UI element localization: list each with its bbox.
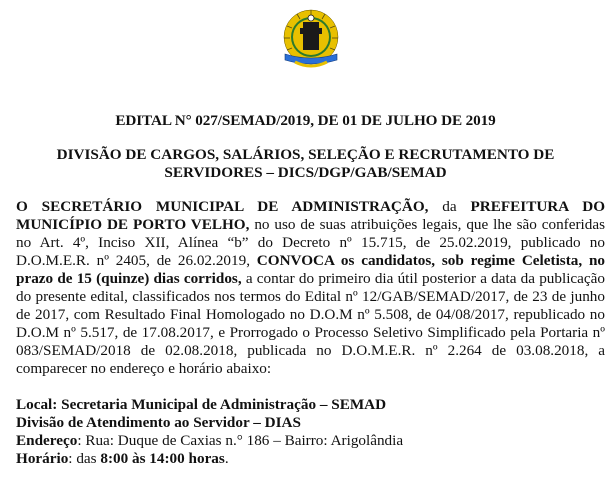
emblem-icon xyxy=(281,4,341,72)
schedule-label: Horário xyxy=(16,450,69,467)
division-heading xyxy=(0,146,611,182)
convocation-details: a contar do primeiro dia útil posterior a data da publicação do presente edital, classificados nos termos do Edital nº 12/GAB/SEMAD/2017, de 23 de junho de 2017, com Resultado Final Homologado no D.O.M nº 5.508, de 04/08/2017, republicado no D.O.M nº 5.517, de 17.08.2017, e Prorrogado o Processo Seletivo Simplificado pela Portaria nº 083/SEMAD/2018 de 02.08.2018, publicada no D.O.M.E.R. nº 2.264 de 03.08.2018, a comparecer no endereço e horário abaixo: xyxy=(16,270,605,377)
division-heading-line-2: SERVIDORES – DICS/DGP/GAB/SEMAD xyxy=(164,164,447,181)
secretary-title: O SECRETÁRIO MUNICIPAL DE ADMINISTRAÇÃO, xyxy=(16,198,429,215)
prefecture-name: PREFEITURA DO MUNICÍPIO DE PORTO VELHO, xyxy=(16,198,606,233)
schedule-suffix: . xyxy=(224,450,229,467)
address-line xyxy=(16,432,576,450)
location-line: Local: Secretaria Municipal de Administração – SEMAD xyxy=(16,396,387,413)
address-value: : Rua: Duque de Caxias n.° 186 – Bairro: Arigolândia xyxy=(77,432,404,449)
convocation-paragraph xyxy=(16,198,605,378)
coat-of-arms-emblem xyxy=(281,4,341,72)
schedule-prefix: : das xyxy=(68,450,101,467)
schedule-hours: 8:00 às 14:00 horas xyxy=(100,450,225,467)
attendance-info xyxy=(16,396,576,468)
edital-title: EDITAL N° 027/SEMAD/2019, DE 01 DE JULHO DE 2019 xyxy=(115,112,496,129)
legal-basis-text: no uso de suas atribuições legais, que lhe são conferidas no Art. 4º, Inciso XII, Alínea “b” do Decreto nº 15.715, de 25.02.2019, publicado no D.O.M.E.R. nº 2405, de 26.02.2019, xyxy=(16,216,605,269)
division-heading-line-1: DIVISÃO DE CARGOS, SALÁRIOS, SELEÇÃO E RECRUTAMENTO DE xyxy=(56,146,555,163)
schedule-line xyxy=(16,450,576,468)
body-text-connector: da xyxy=(428,198,471,215)
division-line: Divisão de Atendimento ao Servidor – DIAS xyxy=(16,414,301,431)
convocation-statement: CONVOCA os candidatos, sob regime Celetista, no prazo de 15 (quinze) dias corridos, xyxy=(16,252,605,287)
address-label: Endereço xyxy=(16,432,78,449)
